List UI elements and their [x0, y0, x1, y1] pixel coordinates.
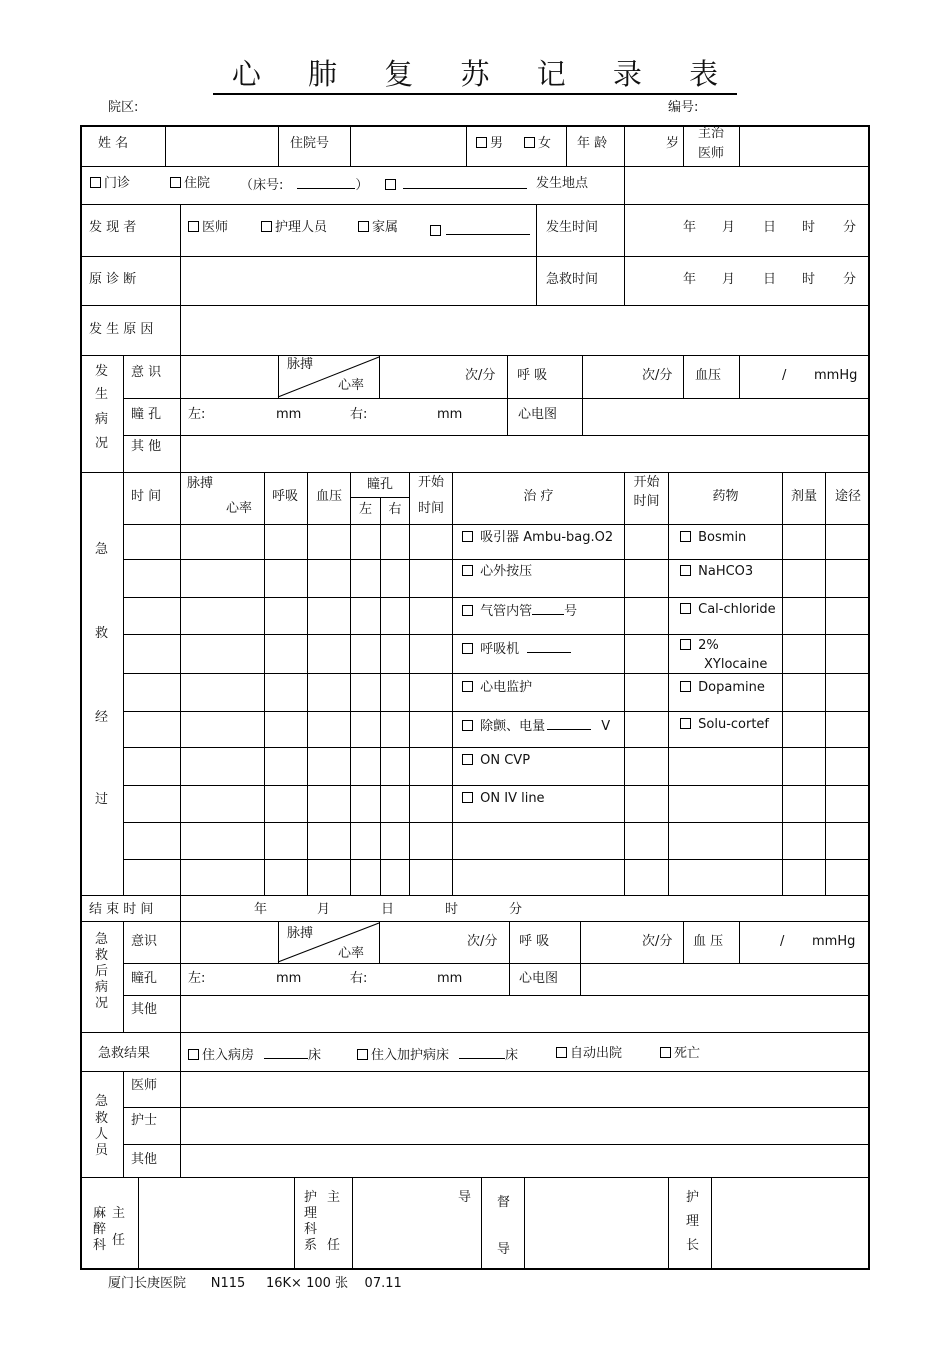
result-icu: 住入加护病床	[371, 1048, 450, 1063]
defib-checkbox[interactable]	[462, 720, 473, 731]
col-route: 途径	[834, 489, 861, 504]
discharge-checkbox[interactable]	[556, 1047, 567, 1058]
attending-label-1: 主治	[697, 126, 724, 141]
head-nurse-sign-field[interactable]	[712, 1178, 867, 1267]
anes-2: 醉	[93, 1222, 107, 1237]
site-label: 发生地点	[536, 176, 589, 191]
col-pulse: 脉搏	[187, 476, 214, 491]
pupil-right-label: 右:	[350, 407, 368, 422]
heart-rate-label: 心率	[338, 378, 365, 393]
col-dose: 剂量	[790, 489, 817, 504]
rescue-day: 日	[763, 272, 777, 287]
post-label-1: 急	[95, 932, 109, 947]
staff-label-3: 人	[95, 1127, 109, 1142]
nd-1: 护	[304, 1190, 318, 1205]
end-month: 月	[317, 902, 331, 917]
defib-energy-field[interactable]	[547, 717, 591, 730]
nurse-label: 护理人员	[275, 220, 328, 235]
rescue-month: 月	[722, 272, 736, 287]
icu-bed-unit: 床	[505, 1048, 519, 1063]
family-checkbox[interactable]	[358, 221, 369, 232]
post-other-label: 其他	[131, 1002, 158, 1017]
volt-unit: V	[601, 719, 611, 734]
admission-no-field[interactable]	[351, 127, 465, 165]
bp-label: 血压	[695, 368, 722, 383]
staff-other-label: 其他	[131, 1152, 158, 1167]
condition-label-3: 病	[95, 412, 109, 427]
col-bp: 血压	[316, 489, 343, 504]
other-location-field[interactable]	[403, 176, 527, 189]
chief-1: 主	[112, 1206, 126, 1221]
staff-nurse-label: 护士	[131, 1113, 158, 1128]
occur-day: 日	[763, 220, 777, 235]
ward-bed-field[interactable]	[264, 1046, 308, 1059]
admission-no-label: 住院号	[290, 136, 330, 151]
other-discoverer-checkbox[interactable]	[430, 225, 441, 236]
end-minute: 分	[509, 902, 523, 917]
outpatient-checkbox[interactable]	[90, 177, 101, 188]
suction-checkbox[interactable]	[462, 531, 473, 542]
drug-xylocaine-2: XYlocaine	[704, 657, 768, 672]
dopamine-checkbox[interactable]	[680, 681, 691, 692]
rescue-time-label: 急救时间	[546, 272, 599, 287]
bed-close: ）	[355, 178, 369, 193]
occur-year: 年	[683, 220, 697, 235]
post-label-3: 后	[95, 964, 109, 979]
staff-label-1: 急	[95, 1094, 109, 1109]
col-resp: 呼吸	[272, 489, 299, 504]
ecg-label: 心电图	[518, 407, 558, 422]
doctor-checkbox[interactable]	[188, 221, 199, 232]
nd-3: 科	[304, 1222, 318, 1237]
occur-time-label: 发生时间	[546, 220, 599, 235]
pupil-left-label: 左:	[188, 407, 206, 422]
col-start-2: 时间	[417, 501, 444, 516]
condition-label-1: 发	[95, 364, 109, 379]
bp-slash: /	[782, 368, 787, 383]
process-label-2: 救	[95, 626, 109, 641]
staff-nurse-field[interactable]	[181, 1108, 867, 1143]
post-bp-slash: /	[780, 934, 785, 949]
head-nurse-2: 理	[686, 1214, 700, 1229]
post-label-2: 救	[95, 948, 109, 963]
pupil-left-unit: mm	[276, 407, 302, 422]
inpatient-checkbox[interactable]	[170, 177, 181, 188]
end-time-label: 结 束 时 间	[89, 902, 154, 917]
supervisor-1: 督	[497, 1195, 511, 1210]
end-hour: 时	[445, 902, 459, 917]
post-resp-label: 呼 吸	[519, 934, 550, 949]
ventilator-field[interactable]	[527, 640, 571, 653]
post-resp-unit: 次/分	[642, 934, 673, 949]
post-pupil-right: 右:	[350, 971, 368, 986]
staff-label-4: 员	[95, 1143, 109, 1158]
male-checkbox[interactable]	[476, 137, 487, 148]
page-title: 心 肺 复 苏 记 录 表	[0, 52, 950, 93]
condition-label-2: 生	[95, 387, 109, 402]
ward-label: 院区:	[108, 100, 139, 115]
drug-bosmin: Bosmin	[698, 530, 747, 545]
nd-6: 任	[327, 1238, 341, 1253]
nd-2: 理	[304, 1206, 318, 1221]
attending-label-2: 医师	[697, 146, 724, 161]
name-label: 姓 名	[98, 136, 129, 151]
process-label-1: 急	[95, 542, 109, 557]
anes-1: 麻	[93, 1206, 107, 1221]
nd-5: 主	[327, 1190, 341, 1205]
occur-hour: 时	[802, 220, 816, 235]
col-start2-2: 时间	[633, 494, 660, 509]
solucortef-checkbox[interactable]	[680, 718, 691, 729]
outpatient-label: 门诊	[104, 176, 131, 191]
iv-checkbox[interactable]	[462, 792, 473, 803]
nd-4: 系	[304, 1238, 318, 1253]
doctor-label: 医师	[202, 220, 229, 235]
name-field[interactable]	[166, 127, 277, 165]
post-ecg-label: 心电图	[519, 971, 559, 986]
bp-unit: mmHg	[814, 368, 858, 383]
col-pupil-right: 右	[388, 502, 402, 517]
post-pupil-left-unit: mm	[276, 971, 302, 986]
intubation-checkbox[interactable]	[462, 605, 473, 616]
staff-doctor-field[interactable]	[181, 1072, 867, 1106]
post-consciousness-label: 意识	[131, 934, 158, 949]
col-start-1: 开始	[417, 475, 444, 490]
cause-field[interactable]	[181, 306, 867, 354]
col-pupil: 瞳孔	[366, 477, 393, 492]
other-discoverer-field[interactable]	[446, 220, 530, 235]
ward-bed-unit: 床	[308, 1048, 322, 1063]
post-pupil-label: 瞳孔	[131, 971, 158, 986]
process-label-3: 经	[95, 710, 109, 725]
drug-nahco3: NaHCO3	[698, 564, 754, 579]
cvp-checkbox[interactable]	[462, 754, 473, 765]
death-checkbox[interactable]	[660, 1047, 671, 1058]
treatment-cvp: ON CVP	[480, 753, 531, 768]
rescue-minute: 分	[843, 272, 857, 287]
post-pupil-left: 左:	[188, 971, 206, 986]
result-label: 急救结果	[98, 1046, 151, 1061]
tube-unit: 号	[564, 604, 578, 619]
supervisor-sign-field[interactable]	[525, 1178, 667, 1267]
drug-calcium: Cal-chloride	[698, 602, 776, 617]
inpatient-label: 住院	[184, 176, 211, 191]
treatment-monitor: 心电监护	[480, 680, 533, 695]
footer: 厦门长庚医院 N115 16K× 100 张 07.11	[108, 1276, 402, 1291]
bosmin-checkbox[interactable]	[680, 531, 691, 542]
post-heart-rate-label: 心率	[338, 946, 365, 961]
icu-checkbox[interactable]	[357, 1049, 368, 1060]
age-label: 年 龄	[577, 136, 608, 151]
nurse-checkbox[interactable]	[261, 221, 272, 232]
calcium-checkbox[interactable]	[680, 603, 691, 614]
chief-2: 任	[112, 1233, 126, 1248]
other-location-checkbox[interactable]	[385, 179, 396, 190]
rescue-hour: 时	[802, 272, 816, 287]
site-field[interactable]	[625, 167, 867, 203]
staff-other-field[interactable]	[181, 1145, 867, 1176]
drug-xylocaine-1: 2%	[698, 638, 719, 653]
other-condition-label: 其 他	[131, 439, 162, 454]
xylocaine-checkbox[interactable]	[680, 639, 691, 650]
post-pulse-unit: 次/分	[467, 934, 498, 949]
end-day: 日	[381, 902, 395, 917]
icu-bed-field[interactable]	[459, 1046, 505, 1059]
attending-field[interactable]	[740, 127, 867, 165]
anes-3: 科	[93, 1238, 107, 1253]
occur-minute: 分	[843, 220, 857, 235]
post-bp-label: 血 压	[693, 934, 724, 949]
bed-no-field[interactable]	[297, 176, 355, 189]
guide-label: 导	[458, 1190, 472, 1205]
female-checkbox[interactable]	[524, 137, 535, 148]
treatment-intubation: 气管内管	[480, 604, 533, 619]
staff-label-2: 救	[95, 1111, 109, 1126]
diagnosis-label: 原 诊 断	[89, 272, 137, 287]
drug-solucortef: Solu-cortef	[698, 717, 770, 732]
ward-checkbox[interactable]	[188, 1049, 199, 1060]
staff-doctor-label: 医师	[131, 1078, 158, 1093]
end-year: 年	[254, 902, 268, 917]
result-death: 死亡	[674, 1046, 701, 1061]
discoverer-label: 发 现 者	[89, 220, 137, 235]
resp-unit: 次/分	[642, 368, 673, 383]
col-time: 时 间	[131, 489, 162, 504]
post-pupil-right-unit: mm	[437, 971, 463, 986]
number-label: 编号:	[668, 100, 699, 115]
pulse-label: 脉搏	[287, 357, 314, 372]
col-heart-rate: 心率	[226, 501, 253, 516]
monitor-checkbox[interactable]	[462, 681, 473, 692]
nd-sign-field[interactable]	[353, 1178, 480, 1267]
family-label: 家属	[372, 220, 399, 235]
treatment-ventilator: 呼吸机	[480, 642, 520, 657]
tube-size-field[interactable]	[532, 602, 564, 615]
drug-dopamine: Dopamine	[698, 680, 765, 695]
process-label-4: 过	[95, 792, 109, 807]
post-label-5: 况	[95, 996, 109, 1011]
result-discharge: 自动出院	[570, 1046, 623, 1061]
post-label-4: 病	[95, 980, 109, 995]
col-drug: 药物	[712, 489, 739, 504]
post-bp-unit: mmHg	[812, 934, 856, 949]
cause-label: 发 生 原 因	[89, 322, 154, 337]
age-unit: 岁	[666, 136, 680, 151]
treatment-cpr: 心外按压	[480, 564, 533, 579]
col-pupil-left: 左	[358, 502, 372, 517]
ventilator-checkbox[interactable]	[462, 643, 473, 654]
head-nurse-1: 护	[686, 1190, 700, 1205]
rescue-year: 年	[683, 272, 697, 287]
col-start2-1: 开始	[633, 475, 660, 490]
condition-label-4: 况	[95, 436, 109, 451]
pupil-label: 瞳 孔	[131, 407, 162, 422]
nahco3-checkbox[interactable]	[680, 565, 691, 576]
respiration-label: 呼 吸	[517, 368, 548, 383]
pupil-right-unit: mm	[437, 407, 463, 422]
bed-label: （床号:	[240, 178, 284, 193]
anes-sign-field[interactable]	[139, 1178, 293, 1267]
female-label: 女	[538, 136, 552, 151]
consciousness-label: 意 识	[131, 365, 162, 380]
treatment-suction: 吸引器 Ambu-bag.O2	[480, 530, 614, 545]
treatment-defib: 除颤、电量	[480, 719, 546, 734]
post-pulse-label: 脉搏	[287, 926, 314, 941]
result-ward: 住入病房	[202, 1048, 255, 1063]
occur-month: 月	[722, 220, 736, 235]
cpr-checkbox[interactable]	[462, 565, 473, 576]
treatment-iv: ON IV line	[480, 791, 545, 806]
diagnosis-field[interactable]	[181, 257, 535, 304]
supervisor-2: 导	[497, 1242, 511, 1257]
head-nurse-3: 长	[686, 1238, 700, 1253]
col-treatment: 治 疗	[523, 489, 554, 504]
male-label: 男	[490, 136, 504, 151]
pulse-unit: 次/分	[465, 368, 496, 383]
